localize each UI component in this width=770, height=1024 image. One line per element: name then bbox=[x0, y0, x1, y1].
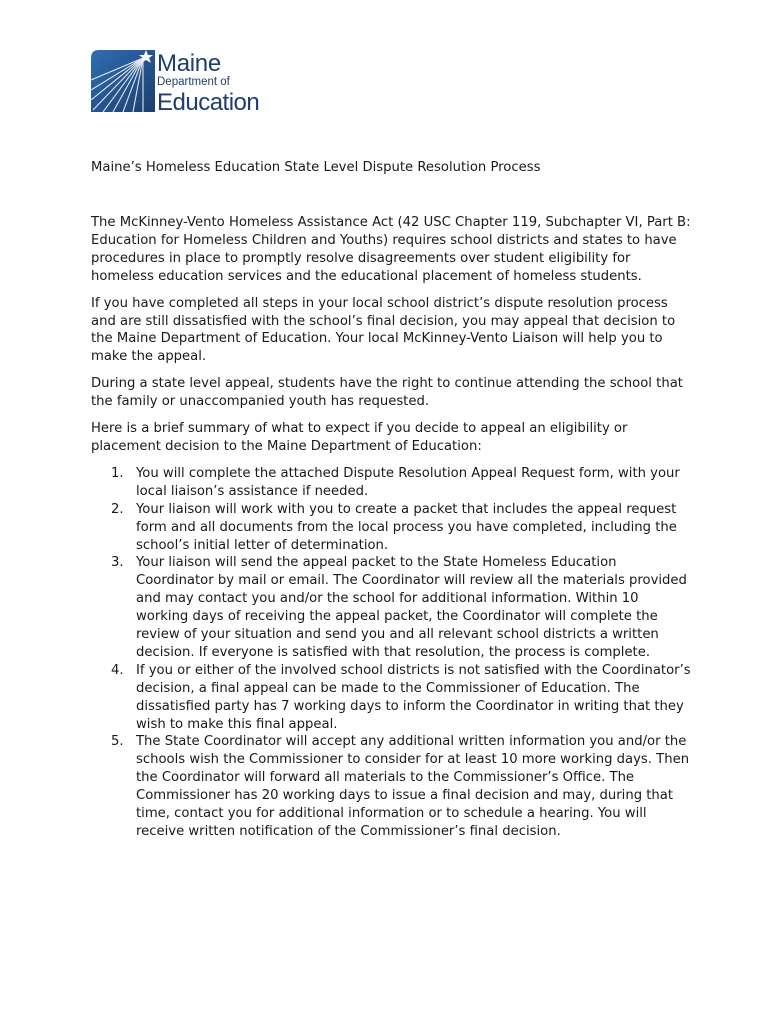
list-item bbox=[91, 662, 691, 734]
paragraph-summary-intro: Here is a brief summary of what to expect if you decide to appeal an eligibility or placement decision to the Maine Department of Education: bbox=[91, 421, 628, 454]
list-item bbox=[91, 554, 691, 661]
paragraph-act-intro: The McKinney-Vento Homeless Assistance Act (42 USC Chapter 119, Subchapter VI, Part B: Education for Homeless Children and Youths) requires school districts and states to have procedures in place to promptly resolve disagreements over student eligibility for homeless education services and the educational placement of homeless students. bbox=[91, 215, 691, 284]
logo-emblem-icon bbox=[91, 50, 155, 112]
list-item-number: 1. bbox=[111, 465, 124, 481]
list-item-number: 4. bbox=[111, 662, 124, 678]
document-title: Maine’s Homeless Education State Level Dispute Resolution Process bbox=[91, 160, 541, 175]
list-item-number: 2. bbox=[111, 501, 124, 517]
logo-line-department: Department of bbox=[157, 76, 230, 88]
logo-wordmark bbox=[157, 52, 259, 115]
list-item-text: If you or either of the involved school districts is not satisfied with the Coordinator’s decision, a final appeal can be made to the Commissioner of Education. The dissatisfied party has 7 working days to inform the Coordinator in writing that they wish to make this final appeal. bbox=[136, 662, 691, 732]
list-item-text: Your liaison will work with you to create a packet that includes the appeal request form and all documents from the local process you have completed, including the school’s initial letter of determination. bbox=[136, 501, 677, 553]
list-item-text: Your liaison will send the appeal packet to the State Homeless Education Coordinator by mail or email. The Coordinator will review all the materials provided and may contact you and/or the school for additional information. Within 10 working days of receiving the appeal packet, the Coordinator will complete the review of your situation and send you and all relevant school districts a written decision. If everyone is satisfied with that resolution, the process is complete. bbox=[136, 555, 687, 660]
paragraph-right-to-attend: During a state level appeal, students have the right to continue attending the school that the family or unaccompanied youth has requested. bbox=[91, 376, 683, 410]
list-item-number: 3. bbox=[111, 555, 124, 571]
list-item-text: You will complete the attached Dispute Resolution Appeal Request form, with your local liaison’s assistance if needed. bbox=[136, 465, 680, 499]
document-body bbox=[91, 214, 691, 841]
paragraph-appeal-eligibility: If you have completed all steps in your local school district’s dispute resolution process and are still dissatisfied with the school’s final decision, you may appeal that decision to the Maine Department of Education. Your local McKinney-Vento Liaison will help you to make the appeal. bbox=[91, 295, 676, 365]
logo-line-education: Education bbox=[157, 89, 260, 116]
list-item bbox=[91, 733, 691, 840]
logo-line-maine: Maine bbox=[157, 50, 221, 77]
list-item bbox=[91, 501, 691, 555]
list-item-text: The State Coordinator will accept any additional written information you and/or the schools wish the Commissioner to consider for at least 10 more working days. Then the Coordinator will forward all materials to the Commissioner’s Office. The Commissioner has 20 working days to issue a final decision and may, during that time, contact you for additional information or to schedule a hearing. You will receive written notification of the Commissioner’s final decision. bbox=[136, 734, 690, 839]
maine-doe-logo bbox=[91, 46, 276, 116]
list-item-number: 5. bbox=[111, 734, 124, 750]
appeal-steps-list bbox=[91, 465, 691, 841]
list-item bbox=[91, 465, 691, 501]
